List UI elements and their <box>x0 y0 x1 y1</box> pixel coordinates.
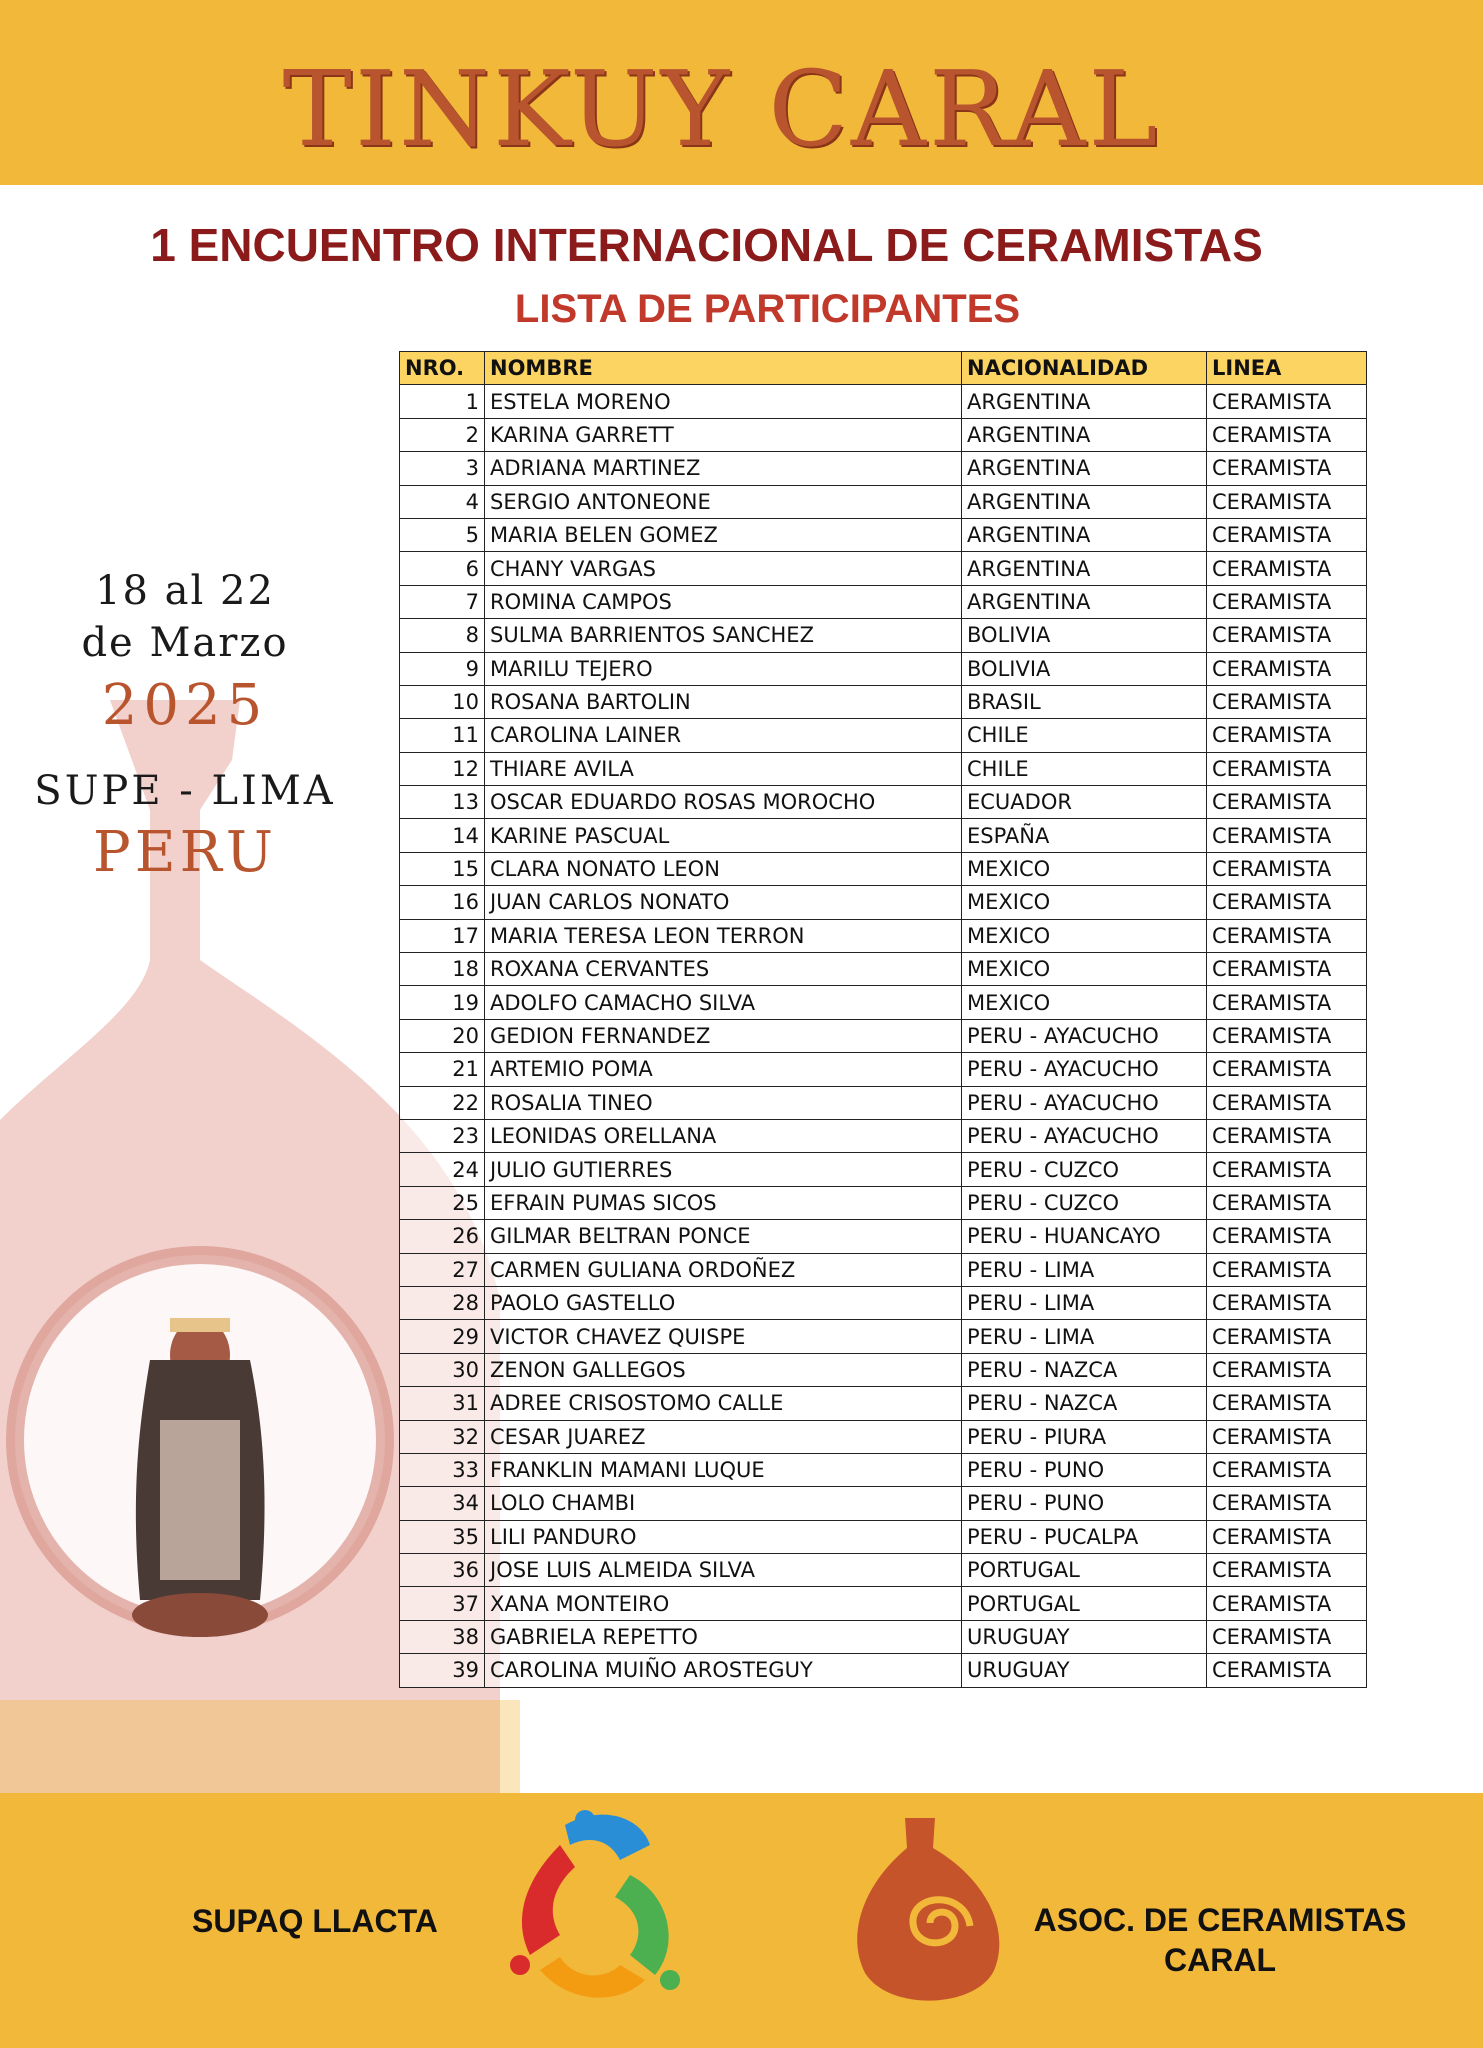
cell-nacionalidad: PERU - LIMA <box>962 1253 1207 1286</box>
cell-linea: CERAMISTA <box>1207 919 1367 952</box>
cell-nombre: CHANY VARGAS <box>485 552 962 585</box>
table-row <box>400 953 1367 986</box>
cell-linea: CERAMISTA <box>1207 652 1367 685</box>
cell-nombre: ROSANA BARTOLIN <box>485 685 962 718</box>
cell-nacionalidad: MEXICO <box>962 919 1207 952</box>
cell-nombre: XANA MONTEIRO <box>485 1587 962 1620</box>
cell-nombre: ADRIANA MARTINEZ <box>485 452 962 485</box>
cell-linea: CERAMISTA <box>1207 953 1367 986</box>
cell-nombre: LOLO CHAMBI <box>485 1487 962 1520</box>
cell-linea: CERAMISTA <box>1207 1353 1367 1386</box>
cell-linea: CERAMISTA <box>1207 1453 1367 1486</box>
cell-linea: CERAMISTA <box>1207 1153 1367 1186</box>
cell-nacionalidad: ARGENTINA <box>962 518 1207 551</box>
cell-linea: CERAMISTA <box>1207 886 1367 919</box>
cell-nombre: GILMAR BELTRAN PONCE <box>485 1220 962 1253</box>
cell-linea: CERAMISTA <box>1207 685 1367 718</box>
cell-nombre: LILI PANDURO <box>485 1520 962 1553</box>
cell-nro: 31 <box>400 1387 485 1420</box>
cell-linea: CERAMISTA <box>1207 418 1367 451</box>
table-row <box>400 619 1367 652</box>
cell-nombre: FRANKLIN MAMANI LUQUE <box>485 1453 962 1486</box>
cell-nacionalidad: PERU - PUNO <box>962 1487 1207 1520</box>
table-row <box>400 819 1367 852</box>
cell-nombre: ARTEMIO POMA <box>485 1053 962 1086</box>
cell-linea: CERAMISTA <box>1207 1220 1367 1253</box>
cell-nacionalidad: BOLIVIA <box>962 619 1207 652</box>
cell-nro: 34 <box>400 1487 485 1520</box>
cell-linea: CERAMISTA <box>1207 619 1367 652</box>
cell-nacionalidad: CHILE <box>962 719 1207 752</box>
cell-nacionalidad: PERU - PUCALPA <box>962 1520 1207 1553</box>
cell-nacionalidad: MEXICO <box>962 852 1207 885</box>
cell-nro: 2 <box>400 418 485 451</box>
cell-nacionalidad: PERU - LIMA <box>962 1320 1207 1353</box>
table-row <box>400 1119 1367 1152</box>
cell-nro: 20 <box>400 1019 485 1052</box>
header-nombre: NOMBRE <box>485 352 962 385</box>
cell-nacionalidad: PERU - CUZCO <box>962 1153 1207 1186</box>
table-row <box>400 418 1367 451</box>
cell-nombre: KARINA GARRETT <box>485 418 962 451</box>
cell-linea: CERAMISTA <box>1207 786 1367 819</box>
cell-nacionalidad: URUGUAY <box>962 1654 1207 1687</box>
spiral-vase-logo-icon <box>845 1818 1015 2018</box>
cell-nombre: OSCAR EDUARDO ROSAS MOROCHO <box>485 786 962 819</box>
cell-nro: 28 <box>400 1286 485 1319</box>
table-row <box>400 1487 1367 1520</box>
cell-nro: 15 <box>400 852 485 885</box>
cell-linea: CERAMISTA <box>1207 518 1367 551</box>
cell-nro: 30 <box>400 1353 485 1386</box>
cell-nacionalidad: PERU - AYACUCHO <box>962 1053 1207 1086</box>
cell-nro: 6 <box>400 552 485 585</box>
event-place: SUPE - LIMA <box>34 768 336 814</box>
cell-nro: 38 <box>400 1620 485 1653</box>
cell-nacionalidad: PERU - HUANCAYO <box>962 1220 1207 1253</box>
cell-nro: 11 <box>400 719 485 752</box>
cell-nombre: ROSALIA TINEO <box>485 1086 962 1119</box>
cell-nacionalidad: ESPAÑA <box>962 819 1207 852</box>
cell-nro: 17 <box>400 919 485 952</box>
cell-nacionalidad: MEXICO <box>962 886 1207 919</box>
cell-linea: CERAMISTA <box>1207 1487 1367 1520</box>
cell-linea: CERAMISTA <box>1207 585 1367 618</box>
cell-nro: 10 <box>400 685 485 718</box>
cell-nombre: CAROLINA LAINER <box>485 719 962 752</box>
table-row <box>400 752 1367 785</box>
cell-nombre: CAROLINA MUIÑO AROSTEGUY <box>485 1654 962 1687</box>
page-title: TINKUY CARAL <box>282 48 1161 170</box>
cell-nro: 23 <box>400 1119 485 1152</box>
cell-nombre: ADREE CRISOSTOMO CALLE <box>485 1387 962 1420</box>
cell-nombre: CARMEN GULIANA ORDOÑEZ <box>485 1253 962 1286</box>
cell-linea: CERAMISTA <box>1207 1387 1367 1420</box>
cell-nombre: MARIA BELEN GOMEZ <box>485 518 962 551</box>
table-row <box>400 385 1367 418</box>
cell-nombre: SERGIO ANTONEONE <box>485 485 962 518</box>
cell-nro: 9 <box>400 652 485 685</box>
table-row <box>400 886 1367 919</box>
cell-nro: 37 <box>400 1587 485 1620</box>
cell-nacionalidad: PORTUGAL <box>962 1554 1207 1587</box>
cell-nombre: GEDION FERNANDEZ <box>485 1019 962 1052</box>
cell-linea: CERAMISTA <box>1207 1086 1367 1119</box>
cell-nombre: ADOLFO CAMACHO SILVA <box>485 986 962 1019</box>
table-header-row <box>400 352 1367 385</box>
cell-nacionalidad: ARGENTINA <box>962 418 1207 451</box>
cell-linea: CERAMISTA <box>1207 385 1367 418</box>
cell-nro: 1 <box>400 385 485 418</box>
cell-nombre: ROMINA CAMPOS <box>485 585 962 618</box>
cell-nombre: SULMA BARRIENTOS SANCHEZ <box>485 619 962 652</box>
table-row <box>400 518 1367 551</box>
table-row <box>400 485 1367 518</box>
cell-nro: 5 <box>400 518 485 551</box>
table-row <box>400 585 1367 618</box>
table-row <box>400 1153 1367 1186</box>
table-row <box>400 986 1367 1019</box>
cell-nombre: MARIA TERESA LEON TERRON <box>485 919 962 952</box>
cell-nacionalidad: PERU - CUZCO <box>962 1186 1207 1219</box>
cell-nacionalidad: PERU - NAZCA <box>962 1353 1207 1386</box>
table-row <box>400 919 1367 952</box>
cell-nombre: ESTELA MORENO <box>485 385 962 418</box>
cell-nombre: VICTOR CHAVEZ QUISPE <box>485 1320 962 1353</box>
cell-nombre: THIARE AVILA <box>485 752 962 785</box>
table-row <box>400 1353 1367 1386</box>
table-row <box>400 1286 1367 1319</box>
cell-linea: CERAMISTA <box>1207 485 1367 518</box>
event-date-line2: de Marzo <box>81 620 289 666</box>
table-row <box>400 1220 1367 1253</box>
cell-nacionalidad: ARGENTINA <box>962 585 1207 618</box>
cell-nombre: CLARA NONATO LEON <box>485 852 962 885</box>
cell-nacionalidad: CHILE <box>962 752 1207 785</box>
cell-nacionalidad: BOLIVIA <box>962 652 1207 685</box>
cell-nacionalidad: ARGENTINA <box>962 552 1207 585</box>
cell-nacionalidad: PERU - PUNO <box>962 1453 1207 1486</box>
cell-nombre: KARINE PASCUAL <box>485 819 962 852</box>
cell-nro: 26 <box>400 1220 485 1253</box>
table-row <box>400 552 1367 585</box>
event-date-line1: 18 al 22 <box>95 568 275 614</box>
cell-linea: CERAMISTA <box>1207 1119 1367 1152</box>
cell-nombre: GABRIELA REPETTO <box>485 1620 962 1653</box>
cell-nacionalidad: BRASIL <box>962 685 1207 718</box>
event-country: PERU <box>93 820 277 885</box>
event-year: 2025 <box>101 673 269 738</box>
cell-nro: 25 <box>400 1186 485 1219</box>
cell-nro: 13 <box>400 786 485 819</box>
cell-nro: 22 <box>400 1086 485 1119</box>
table-row <box>400 1420 1367 1453</box>
cell-nro: 16 <box>400 886 485 919</box>
event-subtitle: 1 ENCUENTRO INTERNACIONAL DE CERAMISTAS <box>150 219 1263 271</box>
cell-nro: 14 <box>400 819 485 852</box>
cell-nacionalidad: PERU - LIMA <box>962 1286 1207 1319</box>
cell-linea: CERAMISTA <box>1207 719 1367 752</box>
cell-linea: CERAMISTA <box>1207 552 1367 585</box>
cell-linea: CERAMISTA <box>1207 1620 1367 1653</box>
cell-linea: CERAMISTA <box>1207 1554 1367 1587</box>
cell-linea: CERAMISTA <box>1207 1420 1367 1453</box>
table-row <box>400 652 1367 685</box>
cell-nro: 3 <box>400 452 485 485</box>
cell-nacionalidad: ARGENTINA <box>962 485 1207 518</box>
cell-nombre: ZENON GALLEGOS <box>485 1353 962 1386</box>
cell-nro: 27 <box>400 1253 485 1286</box>
cell-linea: CERAMISTA <box>1207 986 1367 1019</box>
table-row <box>400 1520 1367 1553</box>
cell-nombre: ROXANA CERVANTES <box>485 953 962 986</box>
cell-nro: 18 <box>400 953 485 986</box>
table-row <box>400 1453 1367 1486</box>
org-supaq-llacta: SUPAQ LLACTA <box>192 1903 438 1939</box>
table-row <box>400 1053 1367 1086</box>
cell-nombre: JULIO GUTIERRES <box>485 1153 962 1186</box>
table-row <box>400 1320 1367 1353</box>
table-row <box>400 1587 1367 1620</box>
cell-nro: 33 <box>400 1453 485 1486</box>
cell-nacionalidad: PERU - AYACUCHO <box>962 1119 1207 1152</box>
table-row <box>400 852 1367 885</box>
cell-nombre: CESAR JUAREZ <box>485 1420 962 1453</box>
cell-nacionalidad: ECUADOR <box>962 786 1207 819</box>
cell-linea: CERAMISTA <box>1207 1286 1367 1319</box>
table-row <box>400 786 1367 819</box>
table-row <box>400 1620 1367 1653</box>
cell-nro: 8 <box>400 619 485 652</box>
cell-nro: 21 <box>400 1053 485 1086</box>
cell-nombre: LEONIDAS ORELLANA <box>485 1119 962 1152</box>
cell-nombre: MARILU TEJERO <box>485 652 962 685</box>
cell-nombre: JOSE LUIS ALMEIDA SILVA <box>485 1554 962 1587</box>
cell-linea: CERAMISTA <box>1207 1587 1367 1620</box>
cell-nacionalidad: PERU - AYACUCHO <box>962 1086 1207 1119</box>
cell-nacionalidad: PORTUGAL <box>962 1587 1207 1620</box>
header-linea: LINEA <box>1207 352 1367 385</box>
participants-table <box>399 351 1367 1688</box>
cell-nacionalidad: MEXICO <box>962 953 1207 986</box>
table-row <box>400 1554 1367 1587</box>
cell-linea: CERAMISTA <box>1207 1520 1367 1553</box>
cell-nacionalidad: URUGUAY <box>962 1620 1207 1653</box>
table-row <box>400 1186 1367 1219</box>
cell-nro: 36 <box>400 1554 485 1587</box>
cell-linea: CERAMISTA <box>1207 752 1367 785</box>
cell-nacionalidad: MEXICO <box>962 986 1207 1019</box>
cell-nro: 35 <box>400 1520 485 1553</box>
cell-nro: 7 <box>400 585 485 618</box>
cell-nombre: EFRAIN PUMAS SICOS <box>485 1186 962 1219</box>
cell-linea: CERAMISTA <box>1207 1253 1367 1286</box>
header-nro: NRO. <box>400 352 485 385</box>
cell-nro: 29 <box>400 1320 485 1353</box>
org-asoc-ceramistas <box>1000 1900 1440 1980</box>
cell-nacionalidad: PERU - AYACUCHO <box>962 1019 1207 1052</box>
table-row <box>400 1654 1367 1687</box>
cell-nro: 19 <box>400 986 485 1019</box>
table-row <box>400 1253 1367 1286</box>
cell-nacionalidad: PERU - PIURA <box>962 1420 1207 1453</box>
org-right-line2: CARAL <box>1164 1942 1276 1978</box>
cell-nro: 39 <box>400 1654 485 1687</box>
table-row <box>400 1387 1367 1420</box>
org-right-line1: ASOC. DE CERAMISTAS <box>1033 1902 1407 1938</box>
cell-linea: CERAMISTA <box>1207 1320 1367 1353</box>
table-row <box>400 685 1367 718</box>
table-row <box>400 719 1367 752</box>
cell-linea: CERAMISTA <box>1207 1654 1367 1687</box>
cell-nombre: JUAN CARLOS NONATO <box>485 886 962 919</box>
cell-linea: CERAMISTA <box>1207 1019 1367 1052</box>
cell-nro: 32 <box>400 1420 485 1453</box>
header-nacionalidad: NACIONALIDAD <box>962 352 1207 385</box>
table-row <box>400 1019 1367 1052</box>
cell-nacionalidad: ARGENTINA <box>962 452 1207 485</box>
table-row <box>400 452 1367 485</box>
cell-linea: CERAMISTA <box>1207 819 1367 852</box>
cell-nro: 4 <box>400 485 485 518</box>
cell-nacionalidad: PERU - NAZCA <box>962 1387 1207 1420</box>
cell-linea: CERAMISTA <box>1207 1053 1367 1086</box>
cell-linea: CERAMISTA <box>1207 452 1367 485</box>
cell-nro: 24 <box>400 1153 485 1186</box>
list-title: LISTA DE PARTICIPANTES <box>514 287 1021 331</box>
cell-linea: CERAMISTA <box>1207 852 1367 885</box>
cell-linea: CERAMISTA <box>1207 1186 1367 1219</box>
cell-nro: 12 <box>400 752 485 785</box>
cell-nacionalidad: ARGENTINA <box>962 385 1207 418</box>
table-row <box>400 1086 1367 1119</box>
supaq-llacta-logo-icon <box>470 1805 710 2015</box>
cell-nombre: PAOLO GASTELLO <box>485 1286 962 1319</box>
event-date-block <box>0 565 370 889</box>
